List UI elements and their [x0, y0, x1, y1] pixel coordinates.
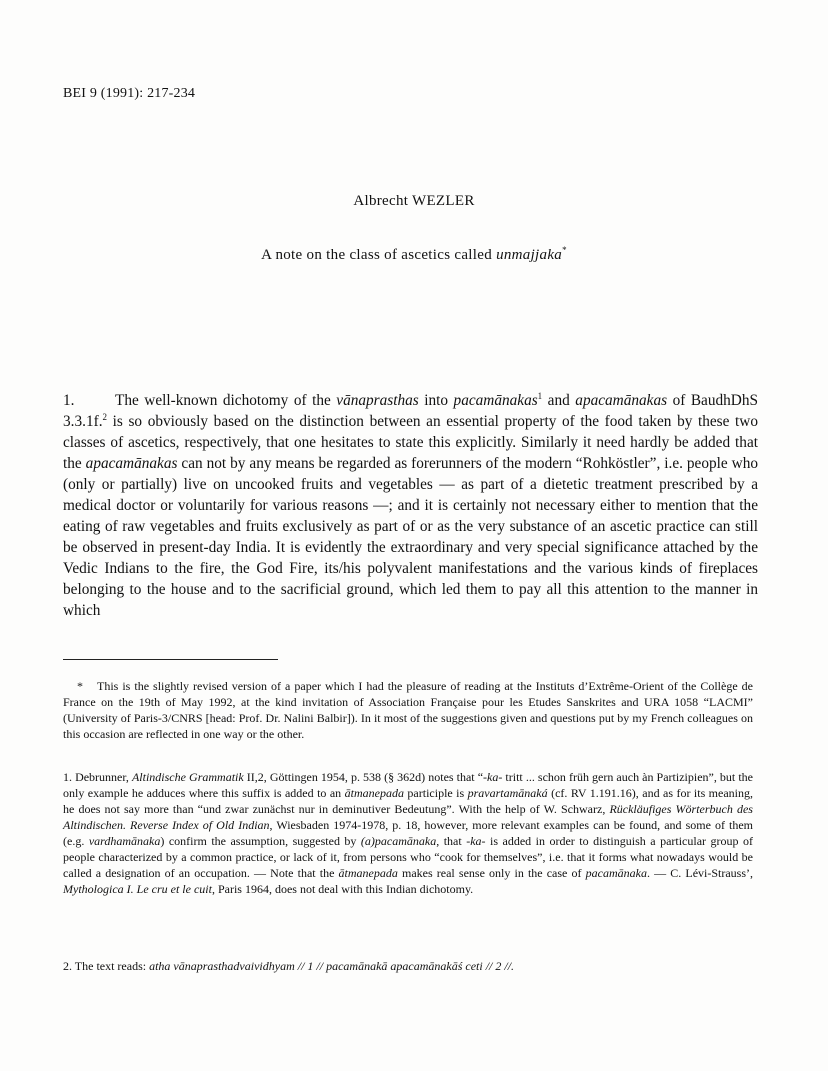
footnote-italic: vardhamānaka: [88, 834, 161, 848]
footnote-italic: Altindische Grammatik: [131, 770, 244, 784]
footnote-text: (cf. RV 1.191.16), and as for its meaning, he does not say more than “und zwar zunächst nur in deminutiver Bedeutung”. With the help of W. Schwarz,: [63, 786, 754, 816]
footnote-star-mark: *: [77, 679, 83, 693]
journal-citation: BEI 9 (1991): 217-234: [63, 86, 196, 101]
footnote-italic: Mythologica I. Le cru et le cuit: [63, 882, 212, 896]
body-text: can not by any means be regarded as forerunners of the modern “Rohköstler”, i.e. people who (only or partially) live on uncooked fruits and vegetables — as part of a dietetic treatment prescribed by a medical doctor or voluntarily for various reasons —; and it is certainly not necessary either to mention that the eating of raw vegetables and fruits exclusively as part of or as the very substance of an ascetic practice can still be observed in present-day India. It is evidently the extraordinary and very special significance attached by the Vedic Indians to the fire, the God Fire, its/his polyvalent manifestations and the various kinds of fireplaces belonging to the house and to the sacrificial ground, which led them to pay all this attention to the manner in which: [63, 455, 759, 619]
footnote-italic: (a)pacamānaka: [360, 834, 437, 848]
footnote-star-text: This is the slightly revised version of a paper which I had the pleasure of reading at the Instituts d’Extrême-Orient of the Collège de France on the 19th of May 1992, at the kind invitation of Association Française pour les Etudes Sanskrites and URA 1058 “LACMI” (University of Paris-3/CNRS [head: Prof. Dr. Nalini Balbir]). In it most of the suggestions given and questions put by my French colleagues on this occasion are reflected in one way or the other.: [63, 679, 753, 741]
footnote-text: 2. The text reads:: [63, 959, 150, 973]
footnote-italic: atha vānaprasthadvaividhyam // 1 // pacamānakā apacamānakāś ceti // 2 //.: [149, 959, 515, 973]
footnote-text: tritt ... schon früh gern auch àn Partizipien”, but the only example he adduces where this suffix is added to an: [63, 770, 753, 800]
section-1-paragraph: [63, 390, 758, 621]
term: apacamānakas: [85, 455, 178, 472]
footnote-text: 1. Debrunner,: [63, 770, 132, 784]
article-title: [0, 245, 828, 264]
footnote-text: participle is: [403, 786, 468, 800]
footnote-ref-2[interactable]: 2: [102, 411, 108, 422]
footnote-2: [63, 958, 753, 974]
footnote-separator: [63, 659, 278, 660]
footnote-italic: -ka-: [483, 770, 503, 784]
footnote-star: [63, 678, 753, 742]
footnote-text: makes real sense only in the case of: [397, 866, 586, 880]
body-text: The well-known dichotomy of the: [115, 392, 337, 409]
author-name: Albrecht WEZLER: [353, 193, 475, 209]
body-text: is so obviously based on the distinction between an essential property of the food taken by these two classes of ascetics, respectively, that one hesitates to state this explicitly. Similarly it need hardly be added that the: [63, 413, 758, 472]
footnote-italic: ātmanepada: [338, 866, 398, 880]
footnote-italic: -ka-: [466, 834, 486, 848]
term: pacamānakas: [453, 392, 538, 409]
footnote-text: , Wiesbaden 1974-1978, p. 18, however, more relevant examples can be found, and some of them (e.g.: [63, 818, 753, 848]
term: vānaprasthas: [336, 392, 419, 409]
body-text: into: [418, 392, 454, 409]
body-text: and: [542, 392, 576, 409]
footnote-text: II,2, Göttingen 1954, p. 538 (§ 362d) notes that “: [243, 770, 484, 784]
title-text: A note on the class of ascetics called: [261, 247, 497, 263]
footnote-text: , Paris 1964, does not deal with this Indian dichotomy.: [211, 882, 474, 896]
title-footnote-mark: *: [562, 245, 567, 255]
title-term: unmajjaka: [496, 247, 563, 263]
footnote-italic: ātmanepada: [344, 786, 404, 800]
footnote-ref-1[interactable]: 1: [537, 390, 543, 401]
footnote-italic: Rückläufiges Wörterbuch des Altindischen. Reverse Index of Old Indian: [63, 802, 753, 832]
footnote-1: [63, 769, 753, 897]
footnote-italic: pacamānaka: [585, 866, 647, 880]
footnote-text: . — C. Lévi-Strauss’,: [646, 866, 754, 880]
term: apacamānakas: [575, 392, 668, 409]
section-number: 1.: [63, 392, 75, 409]
footnote-star-text-wrapper: [63, 678, 753, 742]
footnote-italic: pravartamānaká: [467, 786, 548, 800]
footnote-text: , that: [436, 834, 467, 848]
body-text: of BaudhDhS 3.3.1f.: [63, 392, 758, 430]
footnote-text: is added in order to distinguish a particular group of people characterized by a common practice, or lack of it, from persons who “cook for themselves”, i.e. that it forms what nowadays would be called a designation of an occupation. — Note that the: [63, 834, 754, 880]
footnote-text: ) confirm the assumption, suggested by: [160, 834, 361, 848]
